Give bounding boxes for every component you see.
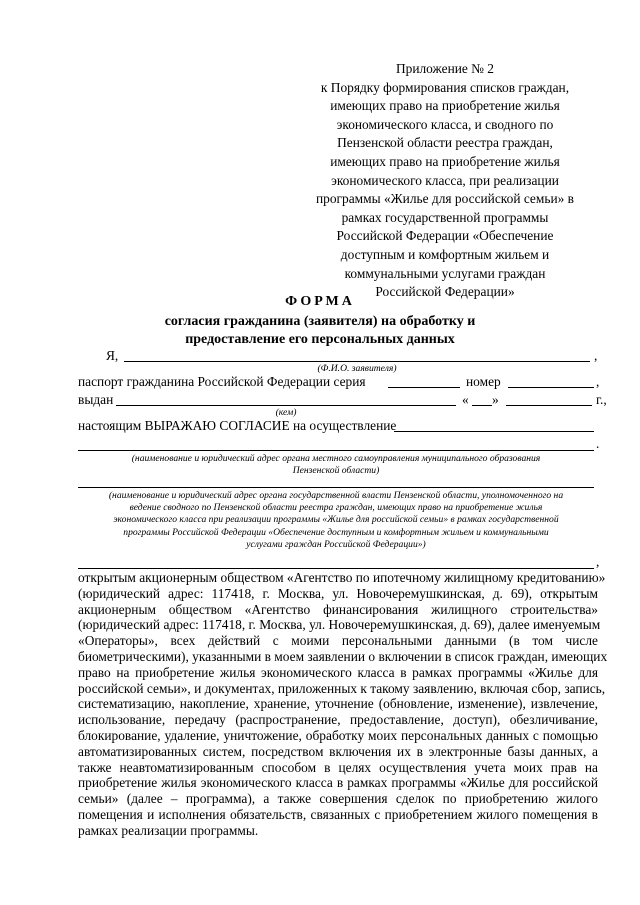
body-line: помещения и исполнения обязательств, связанных с приобретением жилого помещения в: [78, 806, 598, 822]
body-line: рамках реализации программы.: [78, 822, 259, 838]
issue-day-line[interactable]: [472, 405, 492, 406]
number-comma: ,: [596, 374, 600, 389]
fio-comma: ,: [594, 348, 598, 363]
consent-label: настоящим ВЫРАЖАЮ СОГЛАСИЕ на осуществление: [78, 418, 397, 433]
passport-series-line[interactable]: [388, 387, 460, 388]
appendix-line: Пензенской области реестра граждан,: [337, 135, 553, 151]
form-subtitle-line-2: предоставление его персональных данных: [185, 332, 455, 347]
body-line: открытым акционерным обществом «Агентство по ипотечному жилищному кредитованию»: [78, 570, 606, 585]
operator-comma: ,: [596, 554, 600, 569]
appendix-line: к Порядку формирования списков граждан,: [320, 79, 570, 95]
body-line: использование, передачу (распространение, предоставление, доступ), обезличивание,: [78, 712, 598, 728]
appendix-line: экономического класса, и сводного по: [336, 116, 554, 132]
consent-target-line[interactable]: [394, 431, 594, 432]
i-label: Я,: [106, 348, 119, 363]
consent-body-text: [78, 570, 608, 839]
appendix-line: Российской Федерации»: [375, 284, 515, 300]
number-label: номер: [466, 374, 501, 389]
form-title: ФОРМА: [285, 294, 355, 309]
appendix-line: Приложение № 2: [395, 61, 495, 76]
date-close-quote: »: [492, 392, 499, 407]
form-subtitle-line-1: согласия гражданина (заявителя) на обработку и: [164, 314, 476, 329]
appendix-line: имеющих право на приобретение жилья: [330, 153, 560, 169]
date-open-quote: «: [462, 392, 469, 407]
fio-caption: (Ф.И.О. заявителя): [317, 363, 397, 374]
caption-line: услугами граждан Российской Федерации»): [246, 538, 426, 550]
caption-line: Пензенской области): [292, 465, 380, 477]
local-authority-caption: [78, 453, 594, 477]
body-line: автоматизированных систем, посредством включения их в электронные базы данных, а: [78, 743, 598, 759]
appendix-line: коммунальными услугами граждан: [344, 265, 546, 281]
caption-line: (наименование и юридический адрес органа местного самоуправления муниципального образования: [131, 453, 541, 464]
state-authority-line[interactable]: [78, 487, 594, 488]
passport-label: паспорт гражданина Российской Федерации серия: [78, 374, 366, 389]
appendix-line: экономического класса, при реализации: [331, 172, 559, 188]
appendix-line: имеющих право на приобретение жилья: [330, 98, 560, 114]
body-line: блокирование, удаление, уничтожение, обработку моих персональных данных с помощью: [78, 727, 598, 743]
local-authority-line[interactable]: [78, 450, 594, 451]
body-line: (юридический адрес: 117418, г. Москва, ул. Новочеремушкинская, д. 69), далее именуемым: [78, 617, 601, 633]
fio-input-line[interactable]: [124, 361, 590, 362]
caption-line: экономического класса при реализации программы «Жилье для российской семьи» в рамках государственной: [113, 514, 559, 526]
caption-line: программы Российской Федерации «Обеспечение доступным и комфортным жильем и коммунальными: [123, 526, 549, 538]
issued-label: выдан: [78, 392, 114, 407]
body-line: право на приобретение жилья экономического класса в рамках программы «Жилье для: [78, 664, 598, 680]
caption-line: ведение сводного по Пензенской области реестра граждан, имеющих право на приобретение жилья: [129, 502, 543, 514]
state-authority-caption: [78, 490, 594, 551]
body-line: биометрическими), указанными в моем заявлении о включении в список граждан, имеющих: [78, 648, 608, 664]
body-line: систематизацию, накопление, хранение, уточнение (обновление, изменение), извлечение,: [78, 696, 598, 712]
operator-line[interactable]: [78, 568, 594, 569]
appendix-line: программы «Жилье для российской семьи» в: [315, 191, 574, 207]
year-suffix: г.,: [596, 392, 607, 407]
caption-line: (наименование и юридический адрес органа государственной власти Пензенской области, уполномоченного на: [108, 490, 564, 501]
passport-number-line[interactable]: [508, 387, 594, 388]
issued-by-line[interactable]: [116, 405, 456, 406]
body-line: российской семьи», и документах, приложенных к такому заявлению, включая сбор, запись,: [78, 680, 606, 696]
body-line: также неавтоматизированным способом в целях осуществления учета моих прав на: [78, 759, 598, 775]
body-line: (юридический адрес: 117418, г. Москва, ул. Новочеремушкинская, д. 69), открытым: [78, 585, 598, 601]
body-line: семьи» (далее – программа), а также совершения сделок по приобретению жилого: [78, 791, 598, 807]
body-line: акционерным обществом «Агентство финансирования жилищного строительства»: [78, 601, 598, 617]
issue-month-line[interactable]: [506, 405, 592, 406]
appendix-line: Российской Федерации «Обеспечение: [336, 228, 554, 244]
local-dot: .: [596, 436, 600, 451]
appendix-header: [300, 60, 590, 302]
body-line: приобретение жилья экономического класса в рамках программы «Жилье для российской: [78, 775, 598, 791]
body-line: «Операторы», всех действий с моими персональными данными (в том числе: [78, 633, 598, 649]
appendix-line: рамках государственной программы: [341, 209, 549, 225]
kem-caption: (кем): [275, 407, 297, 418]
appendix-line: доступным и комфортным жильем и: [340, 246, 550, 262]
